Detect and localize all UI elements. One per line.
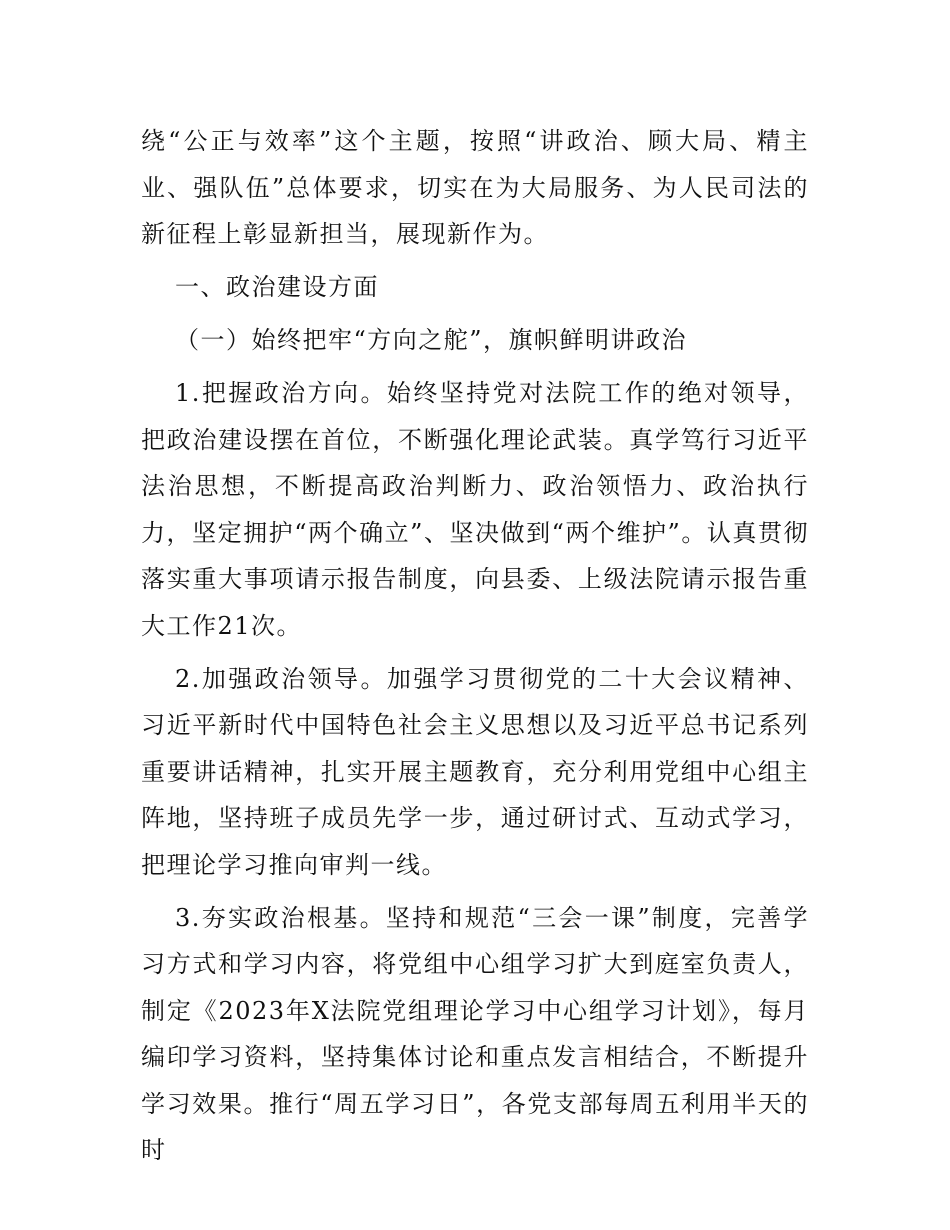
- document-body: [141, 118, 809, 1174]
- paragraph-intro-continuation: 绕“公正与效率”这个主题，按照“讲政治、顾大局、精主业、强队伍”总体要求，切实在为大局服务、为人民司法的新征程上彰显新担当，展现新作为。: [141, 127, 809, 248]
- paragraph-item-1: 1.把握政治方向。始终坚持党对法院工作的绝对领导，把政治建设摆在首位，不断强化理论武装。真学笃行习近平法治思想，不断提高政治判断力、政治领悟力、政治执行力，坚定拥护“两个确立”、坚决做到“两个维护”。认真贯彻落实重大事项请示报告制度，向县委、上级法院请示报告重大工作21次。: [141, 379, 809, 640]
- subsection-heading: （一）始终把牢“方向之舵”，旗帜鲜明讲政治: [175, 326, 688, 354]
- section-heading: 一、政治建设方面: [175, 273, 379, 301]
- paragraph-item-3: 3.夯实政治根基。坚持和规范“三会一课”制度，完善学习方式和学习内容，将党组中心组学习扩大到庭室负责人，制定《2023年X法院党组理论学习中心组学习计划》，每月编印学习资料，坚持集体讨论和重点发言相结合，不断提升学习效果。推行“周五学习日”，各党支部每周五利用半天的时: [141, 903, 809, 1164]
- paragraph-item-2: 2.加强政治领导。加强学习贯彻党的二十大会议精神、习近平新时代中国特色社会主义思想以及习近平总书记系列重要讲话精神，扎实开展主题教育，充分利用党组中心组主阵地，坚持班子成员先学一步，通过研讨式、互动式学习，把理论学习推向审判一线。: [141, 664, 809, 879]
